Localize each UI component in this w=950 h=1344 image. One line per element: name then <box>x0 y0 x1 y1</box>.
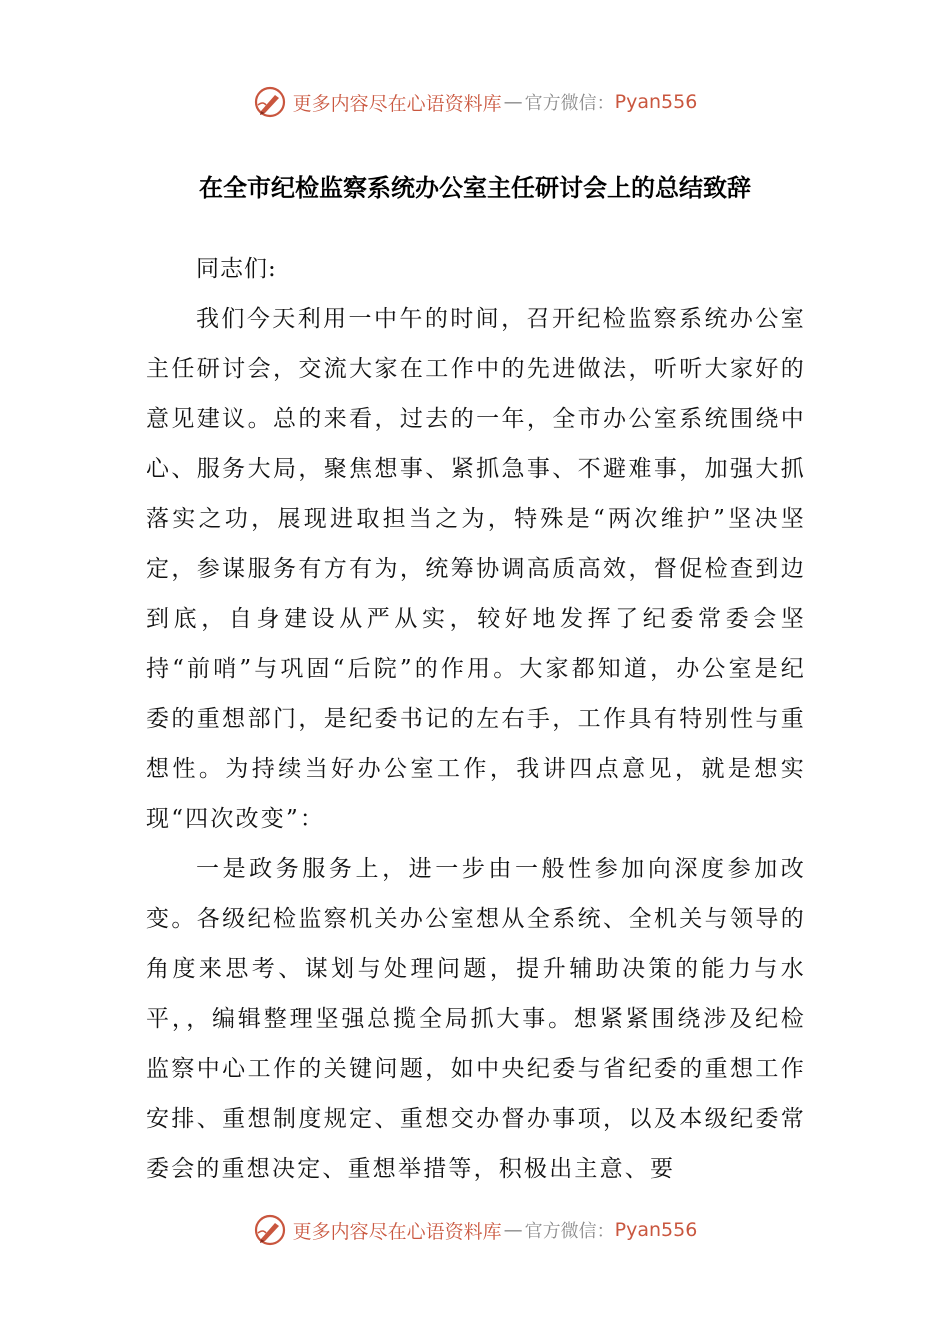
banner-separator: — <box>503 91 523 113</box>
banner-text: 更多内容尽在心语资料库 <box>292 1220 502 1243</box>
banner-separator: — <box>503 1219 523 1241</box>
paragraph: 我们今天利用一中午的时间，召开纪检监察系统办公室主任研讨会，交流大家在工作中的先进做法，听听大家好的意见建议。总的来看，过去的一年，全市办公室系统围绕中心、服务大局，聚焦想事、紧抓急事、不避难事，加强大抓落实之功，展现进取担当之为，特殊是“两次维护”坚决坚定，参谋服务有方有为，统筹协调高质高效，督促检查到边到底，自身建设从严从实，较好地发挥了纪委常委会坚持“前哨”与巩固“后院”的作用。大家都知道，办公室是纪委的重想部门，是纪委书记的左右手，工作具有特别性与重想性。为持续当好办公室工作，我讲四点意见，就是想实现“四次改变”： <box>146 306 806 832</box>
header-watermark-banner <box>0 80 950 124</box>
pen-nib-logo-icon <box>253 1213 287 1247</box>
banner-wechat-id: Pyan556 <box>614 91 698 113</box>
document-title: 在全市纪检监察系统办公室主任研讨会上的总结致辞 <box>199 174 751 202</box>
banner-wechat-id: Pyan556 <box>614 1219 698 1241</box>
footer-watermark-banner <box>0 1208 950 1252</box>
paragraph: 一是政务服务上，进一步由一般性参加向深度参加改变。各级纪检监察机关办公室想从全系统、全机关与领导的角度来思考、谋划与处理问题，提升辅助决策的能力与水平，，编辑整理坚强总揽全局抓大事。想紧紧围绕涉及纪检监察中心工作的关键问题，如中央纪委与省纪委的重想工作安排、重想制度规定、重想交办督办事项，以及本级纪委常委会的重想决定、重想举措等，积极出主意、要 <box>146 856 806 1182</box>
document-body <box>146 244 806 1194</box>
banner-text: 更多内容尽在心语资料库 <box>292 92 502 115</box>
banner-wechat-label: 官方微信： <box>524 1221 615 1242</box>
pen-nib-logo-icon <box>253 85 287 119</box>
banner-wechat-label: 官方微信： <box>524 93 615 114</box>
salutation: 同志们: <box>196 256 277 282</box>
